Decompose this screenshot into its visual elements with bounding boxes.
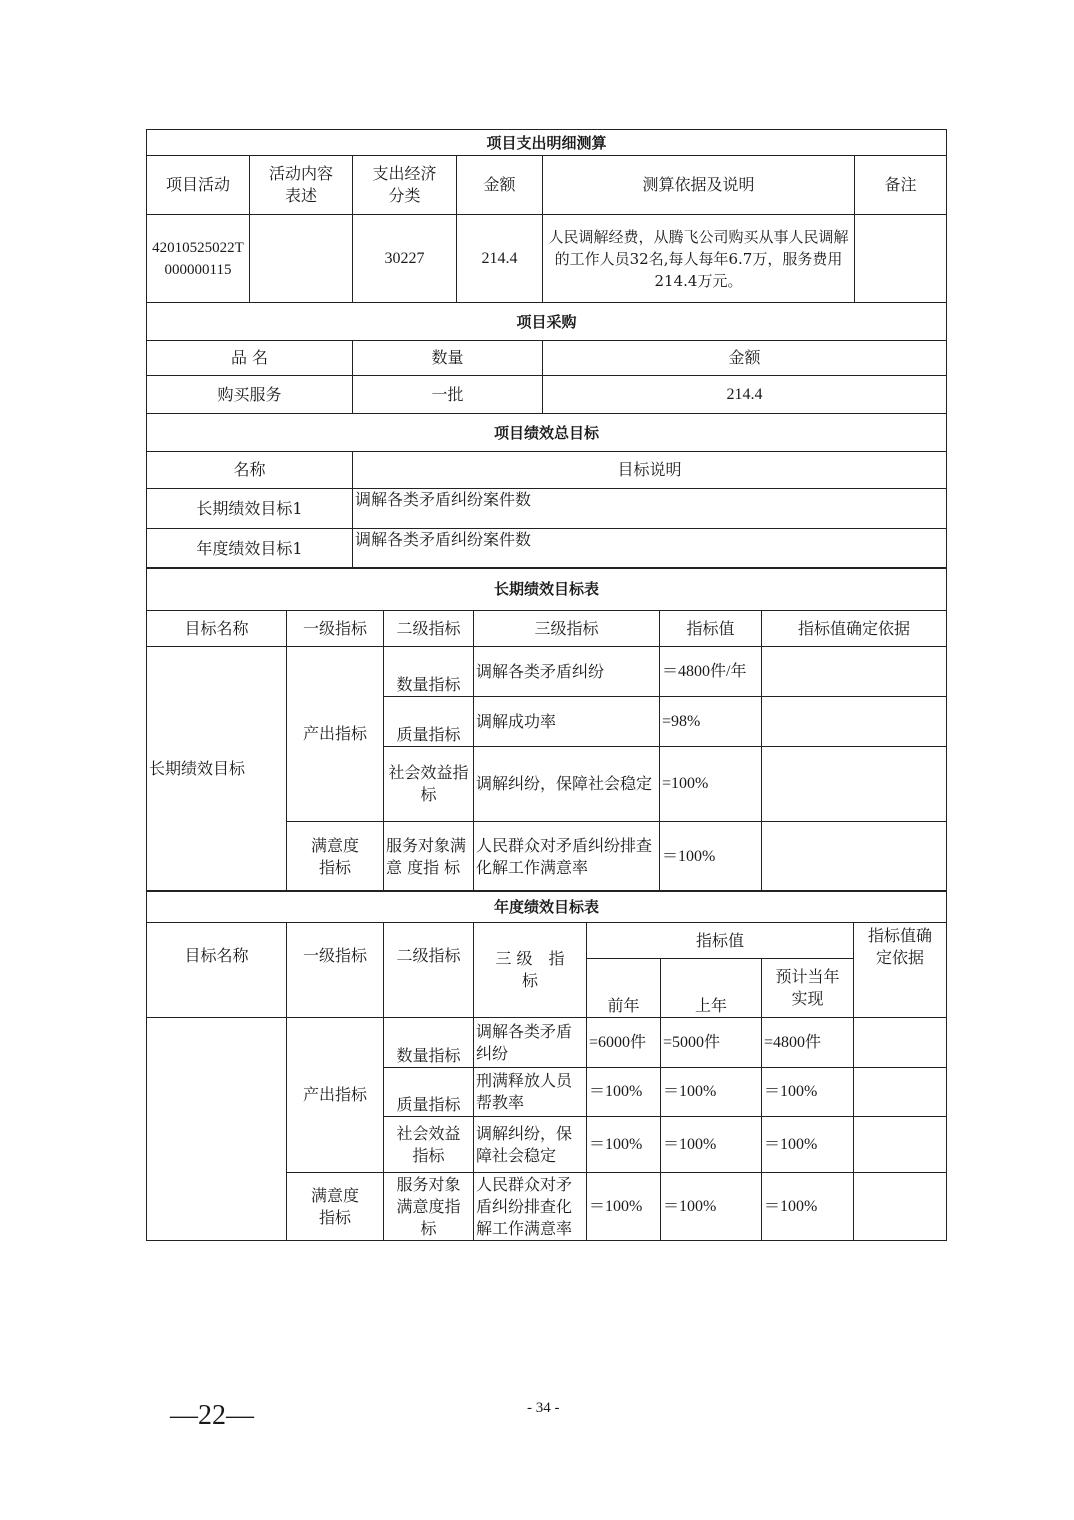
an-l2: 数量指标 (384, 1018, 474, 1068)
activity-code: 42010525022T000000115 (147, 215, 250, 303)
header-econ-class: 支出经济分类 (353, 156, 457, 215)
an-l1-satisfaction: 满意度指标 (287, 1173, 384, 1241)
an-goal-name (147, 1018, 287, 1241)
lt-header-l3: 三级指标 (474, 611, 660, 647)
an-current: =4800件 (762, 1018, 854, 1068)
an-basis (854, 1068, 947, 1117)
activity-content (250, 215, 353, 303)
an-basis (854, 1018, 947, 1068)
expense-title: 项目支出明细测算 (147, 130, 947, 156)
lt-l2: 数量指标 (384, 647, 474, 697)
overall-goal-name: 长期绩效目标1 (147, 489, 353, 529)
an-current: ＝100% (762, 1068, 854, 1117)
lt-value: =98% (660, 697, 762, 747)
overall-goal-desc: 调解各类矛盾纠纷案件数 (353, 529, 947, 569)
lt-l3: 调解各类矛盾纠纷 (474, 647, 660, 697)
lt-basis (762, 822, 947, 892)
procurement-header-name: 品 名 (147, 341, 353, 376)
lt-l3: 人民群众对矛盾纠纷排查化解工作满意率 (474, 822, 660, 892)
overall-goal-header-name: 名称 (147, 452, 353, 489)
procurement-title: 项目采购 (147, 303, 947, 341)
an-last: ＝100% (661, 1173, 762, 1241)
lt-header-goal-name: 目标名称 (147, 611, 287, 647)
long-term-table (146, 567, 947, 892)
an-current: ＝100% (762, 1117, 854, 1173)
an-header-last-year: 上年 (661, 959, 762, 1018)
procurement-item-name: 购买服务 (147, 376, 353, 414)
an-l2: 质量指标 (384, 1068, 474, 1117)
page-number-left: —22— (170, 1400, 254, 1431)
an-header-goal-name: 目标名称 (147, 923, 287, 1018)
an-header-current-year: 预计当年实现 (762, 959, 854, 1018)
lt-basis (762, 647, 947, 697)
annual-table (146, 890, 947, 1241)
overall-goal-desc: 调解各类矛盾纠纷案件数 (353, 489, 947, 529)
long-term-title: 长期绩效目标表 (147, 568, 947, 611)
lt-value: =100% (660, 747, 762, 822)
an-header-basis: 指标值确定依据 (854, 923, 947, 1018)
header-basis: 测算依据及说明 (543, 156, 855, 215)
econ-class-value: 30227 (353, 215, 457, 303)
overall-goal-title: 项目绩效总目标 (147, 414, 947, 452)
lt-basis (762, 747, 947, 822)
an-last: =5000件 (661, 1018, 762, 1068)
lt-l1-output: 产出指标 (287, 647, 384, 822)
an-header-l2: 二级指标 (384, 923, 474, 1018)
annual-title: 年度绩效目标表 (147, 891, 947, 923)
remark-value (855, 215, 947, 303)
page-number-center: - 34 - (527, 1400, 560, 1416)
an-prev: =6000件 (587, 1018, 661, 1068)
lt-header-l2: 二级指标 (384, 611, 474, 647)
header-amount: 金额 (457, 156, 543, 215)
lt-l1-satisfaction: 满意度指标 (287, 822, 384, 892)
header-content: 活动内容表述 (250, 156, 353, 215)
expense-table (146, 129, 947, 341)
amount-value: 214.4 (457, 215, 543, 303)
an-prev: ＝100% (587, 1173, 661, 1241)
an-basis (854, 1117, 947, 1173)
an-l2: 社会效益指标 (384, 1117, 474, 1173)
procurement-item-qty: 一批 (353, 376, 543, 414)
lt-value: ＝4800件/年 (660, 647, 762, 697)
lt-header-value: 指标值 (660, 611, 762, 647)
lt-basis (762, 697, 947, 747)
an-l2: 服务对象满意度指标 (384, 1173, 474, 1241)
an-l3: 调解纠纷，保障社会稳定 (474, 1117, 587, 1173)
lt-header-l1: 一级指标 (287, 611, 384, 647)
procurement-header-qty: 数量 (353, 341, 543, 376)
lt-l2: 服务对象满 意 度指 标 (384, 822, 474, 892)
lt-l2: 质量指标 (384, 697, 474, 747)
an-last: ＝100% (661, 1068, 762, 1117)
overall-goal-name: 年度绩效目标1 (147, 529, 353, 569)
an-header-value-group: 指标值 (587, 923, 854, 959)
an-l3: 人民群众对矛盾纠纷排查化解工作满意率 (474, 1173, 587, 1241)
procurement-header-amount: 金额 (543, 341, 947, 376)
header-remark: 备注 (855, 156, 947, 215)
an-basis (854, 1173, 947, 1241)
an-header-l1: 一级指标 (287, 923, 384, 1018)
lt-header-basis: 指标值确定依据 (762, 611, 947, 647)
procurement-item-amount: 214.4 (543, 376, 947, 414)
an-l3: 刑满释放人员帮教率 (474, 1068, 587, 1117)
an-current: ＝100% (762, 1173, 854, 1241)
header-activity: 项目活动 (147, 156, 250, 215)
an-l1-output: 产出指标 (287, 1018, 384, 1173)
an-l3: 调解各类矛盾纠纷 (474, 1018, 587, 1068)
an-prev: ＝100% (587, 1068, 661, 1117)
overall-goal-header-desc: 目标说明 (353, 452, 947, 489)
lt-l2: 社会效益指标 (384, 747, 474, 822)
an-header-l3: 三 级 指标 (474, 923, 587, 1018)
lt-l3: 调解成功率 (474, 697, 660, 747)
lt-l3: 调解纠纷，保障社会稳定 (474, 747, 660, 822)
an-last: ＝100% (661, 1117, 762, 1173)
basis-value: 人民调解经费，从腾飞公司购买从事人民调解的工作人员32名,每人每年6.7万，服务费用214.4万元。 (543, 215, 855, 303)
lt-value: ＝100% (660, 822, 762, 892)
procurement-table (146, 340, 947, 569)
an-prev: ＝100% (587, 1117, 661, 1173)
lt-goal-name: 长期绩效目标 (147, 647, 287, 892)
an-header-prev-year: 前年 (587, 959, 661, 1018)
